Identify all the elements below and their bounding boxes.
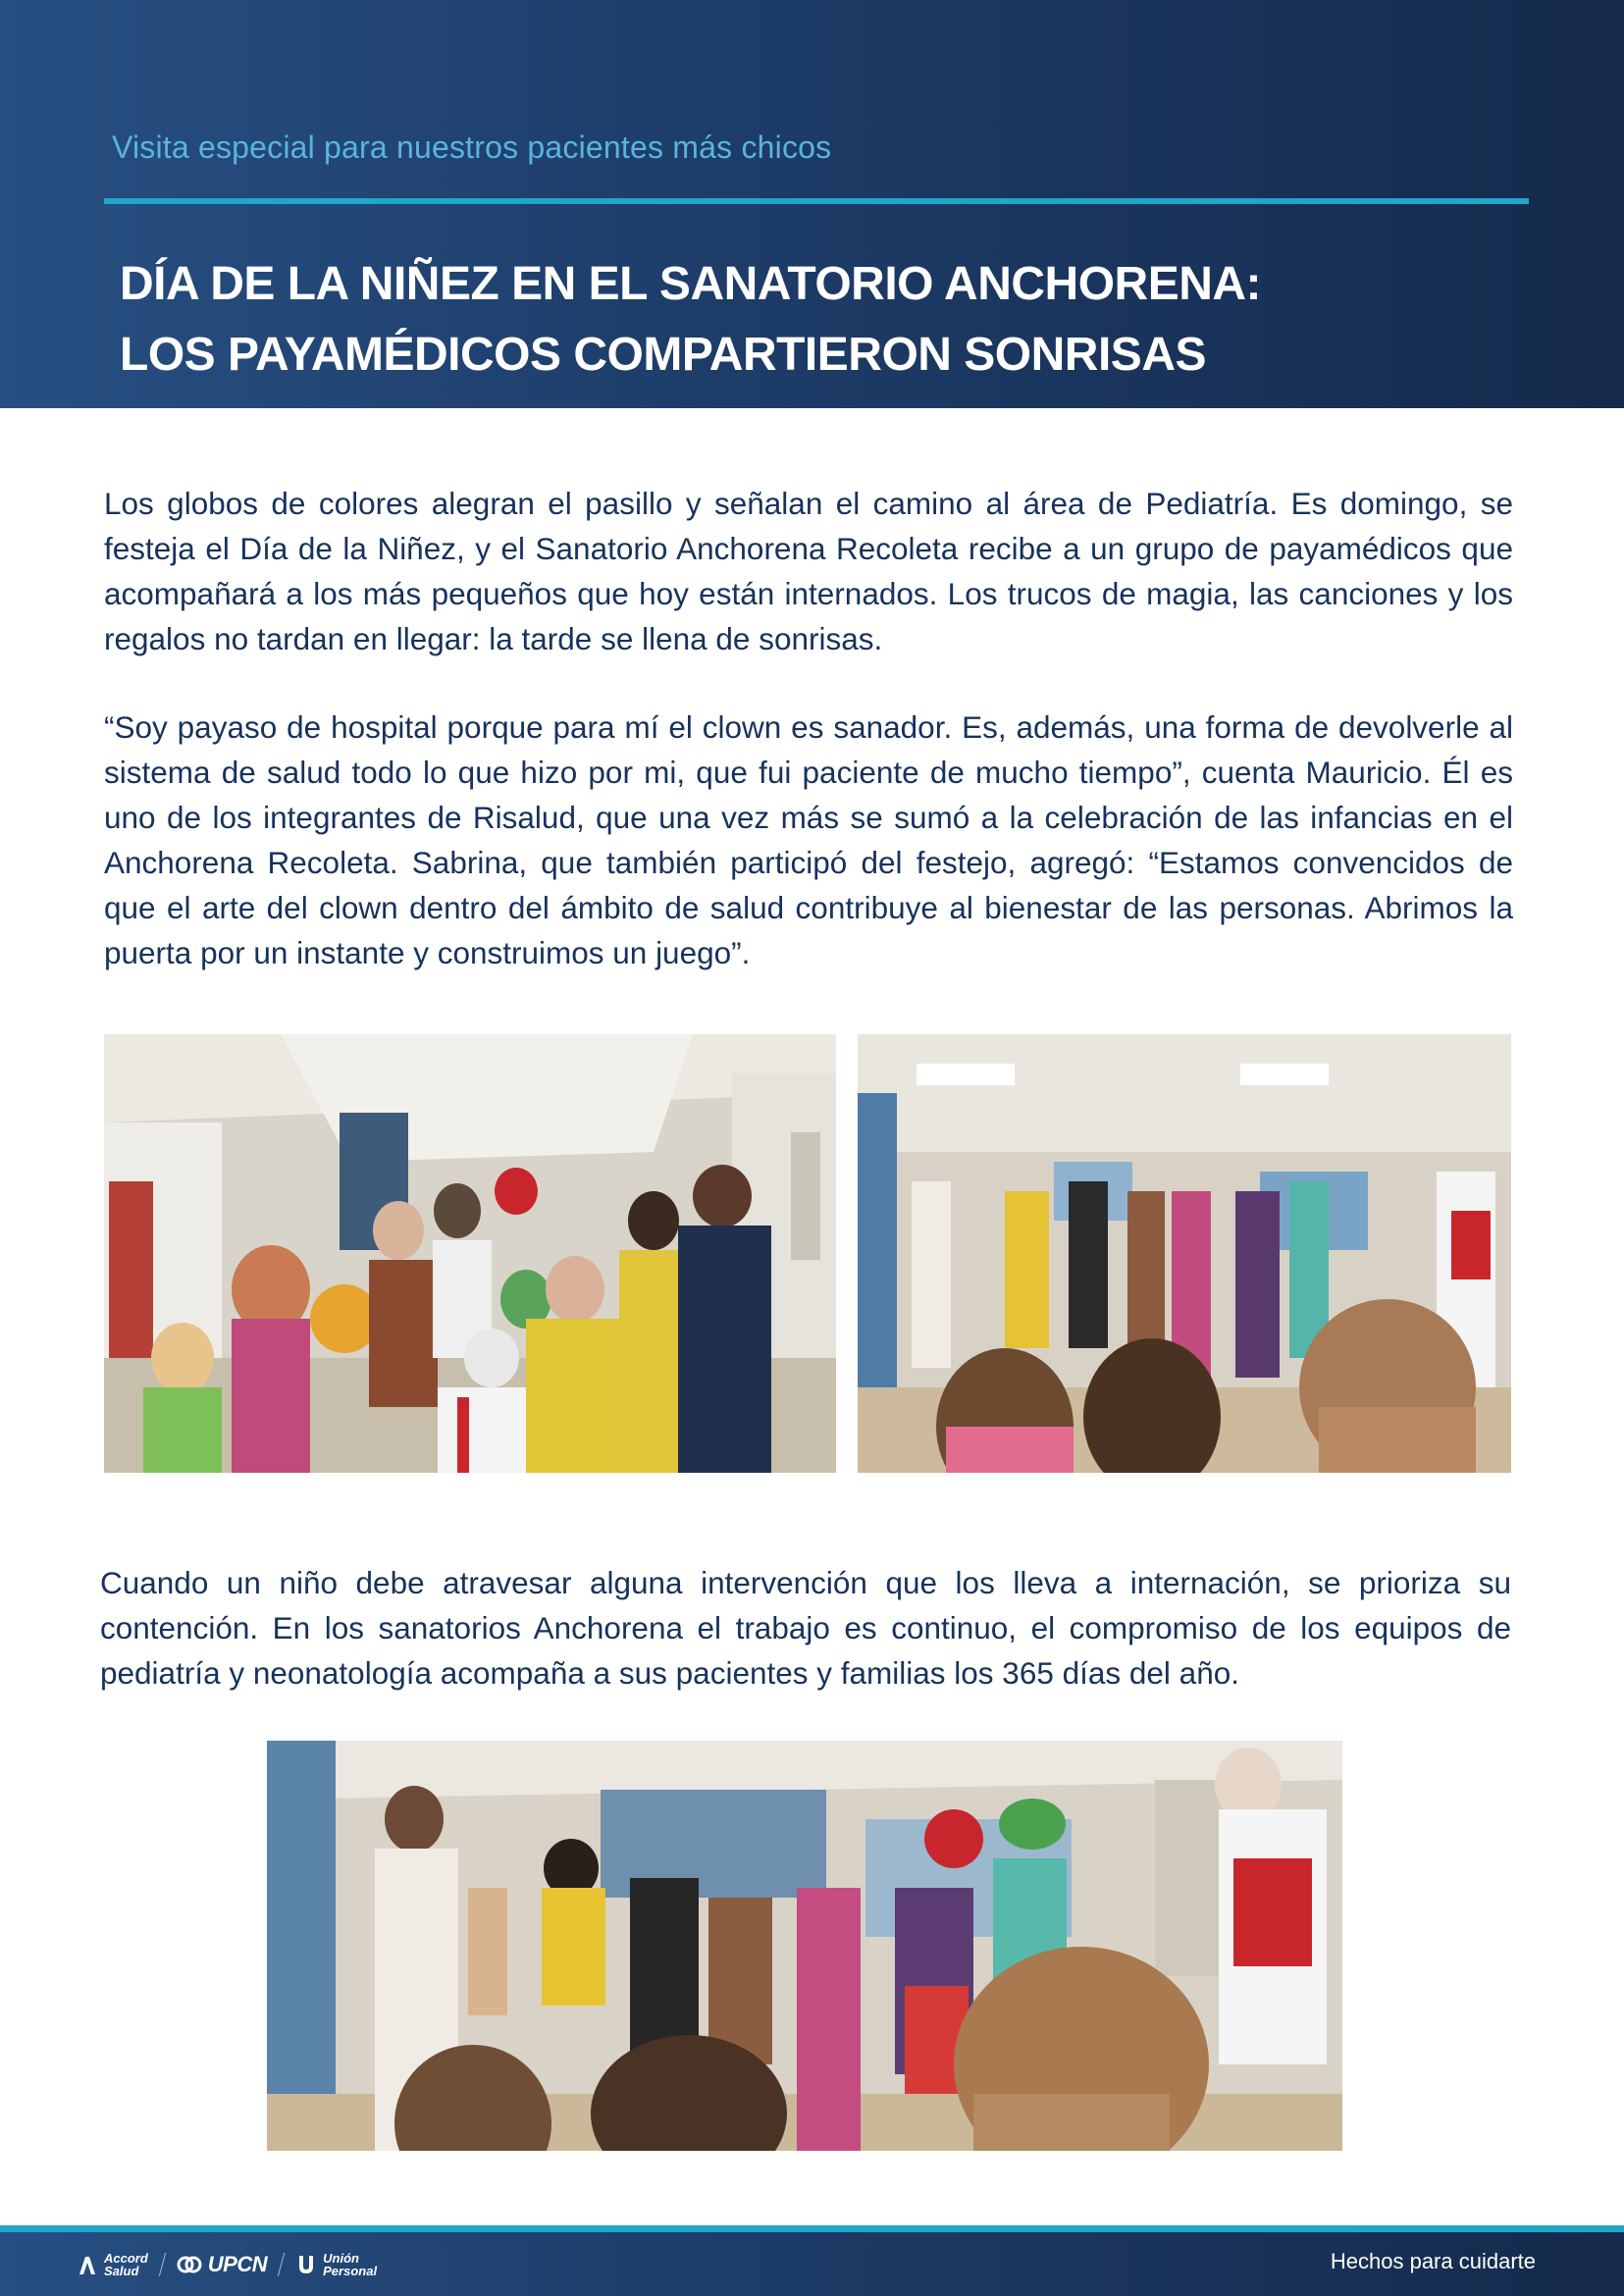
paragraph-2: “Soy payaso de hospital porque para mí el clown es sanador. Es, además, una forma de devolverle al sistema de salud todo lo que hizo por mi, que fui paciente de mucho tiempo”, cuenta Mauricio. Él es uno de los integrantes de Risalud, que una vez más se sumó a la celebración de las infancias en el Anchorena Recoleta. Sabrina, que también participó del festejo, agregó: “Estamos convencidos de que el arte del clown dentro del ámbito de salud contribuye al bienestar de las personas. Abrimos la puerta por un instante y construimos un juego”. bbox=[104, 709, 1513, 970]
title-line-2: LOS PAYAMÉDICOS COMPARTIERON SONRISAS bbox=[120, 329, 1206, 382]
accord-icon bbox=[77, 2253, 98, 2276]
photo-clowns-hallway bbox=[104, 1034, 836, 1473]
title-line-1: DÍA DE LA NIÑEZ EN EL SANATORIO ANCHORENA: bbox=[120, 258, 1262, 311]
accord-salud-label: Accord Salud bbox=[104, 2251, 148, 2278]
union-personal-label: Unión Personal bbox=[323, 2251, 378, 2278]
logo-separator bbox=[159, 2253, 166, 2276]
photo-children-watching bbox=[858, 1034, 1511, 1473]
accord-salud-logo bbox=[77, 2252, 148, 2277]
paragraph-1: Los globos de colores alegran el pasillo y señalan el camino al área de Pediatría. Es domingo, se festeja el Día de la Niñez, y el Sanatorio Anchorena Recoleta recibe a un grupo de payamédicos que acompañará a los más pequeños que hoy están internados. Los trucos de magia, las canciones y los regalos no tardan en llegar: la tarde se llena de sonrisas. bbox=[104, 486, 1513, 656]
upcn-icon bbox=[177, 2254, 202, 2275]
logo-separator bbox=[278, 2253, 285, 2276]
article-kicker: Visita especial para nuestros pacientes más chicos bbox=[112, 130, 832, 165]
footer-tagline: Hechos para cuidarte bbox=[1330, 2249, 1536, 2273]
union-personal-logo bbox=[295, 2252, 377, 2277]
article-title bbox=[120, 249, 1513, 391]
photo-clowns-group-wide bbox=[267, 1741, 1342, 2151]
upcn-label: UPCN bbox=[207, 2252, 268, 2276]
footer-divider bbox=[0, 2225, 1624, 2232]
header-divider bbox=[104, 198, 1529, 204]
upcn-logo bbox=[177, 2252, 267, 2277]
union-personal-icon bbox=[295, 2253, 317, 2276]
paragraph-3: Cuando un niño debe atravesar alguna intervención que los lleva a internación, se prioriza su contención. En los sanatorios Anchorena el trabajo es continuo, el compromiso de los equipos de pediatría y neonatología acompaña a sus pacientes y familias los 365 días del año. bbox=[100, 1565, 1511, 1691]
sponsor-logos bbox=[77, 2247, 377, 2282]
